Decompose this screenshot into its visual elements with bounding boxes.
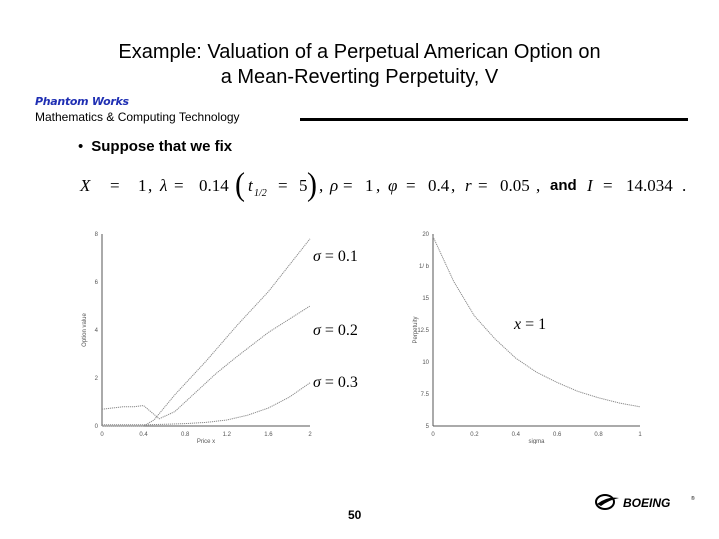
param-r-value: 0.05 bbox=[500, 176, 530, 195]
param-paren-open: ( bbox=[235, 166, 245, 203]
x-equals-value: 1 bbox=[538, 316, 547, 333]
param-i-value: 14.034 bbox=[626, 176, 673, 195]
sigma-label-0-3-value: 0.3 bbox=[337, 374, 358, 391]
sigma-label-0-3-equals: = bbox=[324, 374, 334, 391]
param-r-equals: = bbox=[478, 176, 488, 195]
param-rho-equals: = bbox=[343, 176, 353, 195]
param-rho-value: 1 bbox=[365, 176, 374, 195]
y-tick-label: 20 bbox=[422, 232, 429, 238]
y-tick-label: 12.5 bbox=[417, 328, 429, 334]
y-tick-label: 0 bbox=[94, 424, 98, 430]
x-tick-label: 0 bbox=[100, 432, 104, 438]
y-tick-label: 6 bbox=[94, 280, 98, 286]
y-tick-label: 5 bbox=[425, 424, 429, 430]
x-tick-label: 1 bbox=[638, 432, 642, 438]
param-halflife-symbol: t bbox=[248, 176, 253, 195]
organization-name: Mathematics & Computing Technology bbox=[35, 110, 240, 124]
x-tick-label: 2 bbox=[308, 432, 312, 438]
series-line-1 bbox=[102, 239, 310, 426]
param-comma-4: , bbox=[451, 176, 456, 195]
sigma-label-0-2-symbol: σ bbox=[313, 322, 321, 339]
boeing-symbol-icon bbox=[596, 495, 619, 509]
phantom-works-logo: Phantom Works bbox=[35, 95, 129, 108]
bullet-dot: • bbox=[78, 138, 84, 155]
title-line-2: a Mean-Reverting Perpetuity, V bbox=[220, 66, 499, 88]
series-line-3 bbox=[102, 383, 310, 425]
y-tick-label: 8 bbox=[94, 232, 98, 238]
y-tick-label: 2 bbox=[94, 376, 98, 382]
param-phi-value: 0.4 bbox=[428, 176, 450, 195]
sigma-label-0-1-equals: = bbox=[324, 248, 334, 265]
sigma-label-0-1-symbol: σ bbox=[313, 248, 321, 265]
x-tick-label: 0.2 bbox=[470, 432, 479, 438]
param-halflife-subscript: 1/2 bbox=[254, 188, 267, 199]
param-rho-symbol: ρ bbox=[330, 176, 339, 195]
x-tick-label: 0.8 bbox=[181, 432, 190, 438]
param-x-value: 1 bbox=[138, 176, 147, 195]
x-axis-title: sigma bbox=[528, 439, 545, 444]
param-period: . bbox=[682, 176, 687, 195]
y-axis-title: Perpetuity bbox=[413, 316, 419, 344]
sigma-label-0-2-equals: = bbox=[324, 322, 334, 339]
x-equals-symbol: x bbox=[514, 316, 522, 333]
param-comma-5: , bbox=[536, 176, 541, 195]
sigma-label-0-3 bbox=[313, 374, 358, 392]
param-i-equals: = bbox=[603, 176, 613, 195]
y-tick-label: 15 bbox=[422, 296, 429, 302]
param-and-word: and bbox=[550, 177, 577, 194]
x-axis-title: Price x bbox=[196, 439, 216, 444]
param-comma-1: , bbox=[148, 176, 153, 195]
param-phi-equals: = bbox=[406, 176, 416, 195]
param-lambda-equals: = bbox=[174, 176, 184, 195]
x-equals-equals: = bbox=[525, 316, 535, 333]
param-paren-close: ) bbox=[307, 166, 317, 203]
sigma-label-0-3-symbol: σ bbox=[313, 374, 321, 391]
param-halflife-value: 5 bbox=[299, 176, 308, 195]
series-line-2 bbox=[102, 306, 310, 419]
sigma-label-0-1-value: 0.1 bbox=[337, 248, 358, 265]
y-tick-label: 10 bbox=[422, 360, 429, 366]
param-phi-symbol: φ bbox=[388, 176, 398, 195]
y-tick-label: 1/ b bbox=[418, 264, 429, 270]
page-number: 50 bbox=[348, 508, 362, 522]
param-comma-3: , bbox=[376, 176, 381, 195]
param-i-symbol: I bbox=[587, 176, 593, 195]
param-x-symbol: X bbox=[80, 176, 91, 195]
slide-title bbox=[0, 40, 719, 90]
param-comma-2: , bbox=[319, 176, 324, 195]
x-tick-label: 0.6 bbox=[553, 432, 562, 438]
sigma-label-0-1 bbox=[313, 248, 358, 266]
param-x-equals: = bbox=[110, 176, 120, 195]
x-tick-label: 0.4 bbox=[511, 432, 520, 438]
y-tick-label: 7.5 bbox=[420, 392, 429, 398]
y-axis-title: Option value bbox=[82, 313, 88, 347]
x-tick-label: 1.2 bbox=[222, 432, 231, 438]
option-value-chart bbox=[80, 222, 320, 444]
boeing-trademark: ® bbox=[691, 496, 695, 502]
x-equals-label bbox=[514, 316, 546, 334]
x-tick-label: 0.8 bbox=[594, 432, 603, 438]
param-r-symbol: r bbox=[465, 176, 472, 195]
bullet-item bbox=[78, 138, 232, 155]
y-tick-label: 4 bbox=[94, 328, 98, 334]
bullet-text: Suppose that we fix bbox=[91, 138, 233, 155]
param-lambda-value: 0.14 bbox=[199, 176, 229, 195]
x-tick-label: 0 bbox=[431, 432, 435, 438]
boeing-wordmark: BOEING bbox=[623, 496, 671, 510]
param-halflife-equals: = bbox=[278, 176, 288, 195]
param-lambda-symbol: λ bbox=[160, 176, 168, 195]
header-rule bbox=[300, 118, 688, 121]
x-tick-label: 0.4 bbox=[139, 432, 148, 438]
sigma-label-0-2 bbox=[313, 322, 358, 340]
title-line-1: Example: Valuation of a Perpetual American Option on bbox=[118, 41, 601, 63]
boeing-logo bbox=[595, 492, 700, 512]
sigma-label-0-2-value: 0.2 bbox=[337, 322, 358, 339]
parameter-equation bbox=[80, 166, 700, 204]
x-tick-label: 1.6 bbox=[264, 432, 273, 438]
